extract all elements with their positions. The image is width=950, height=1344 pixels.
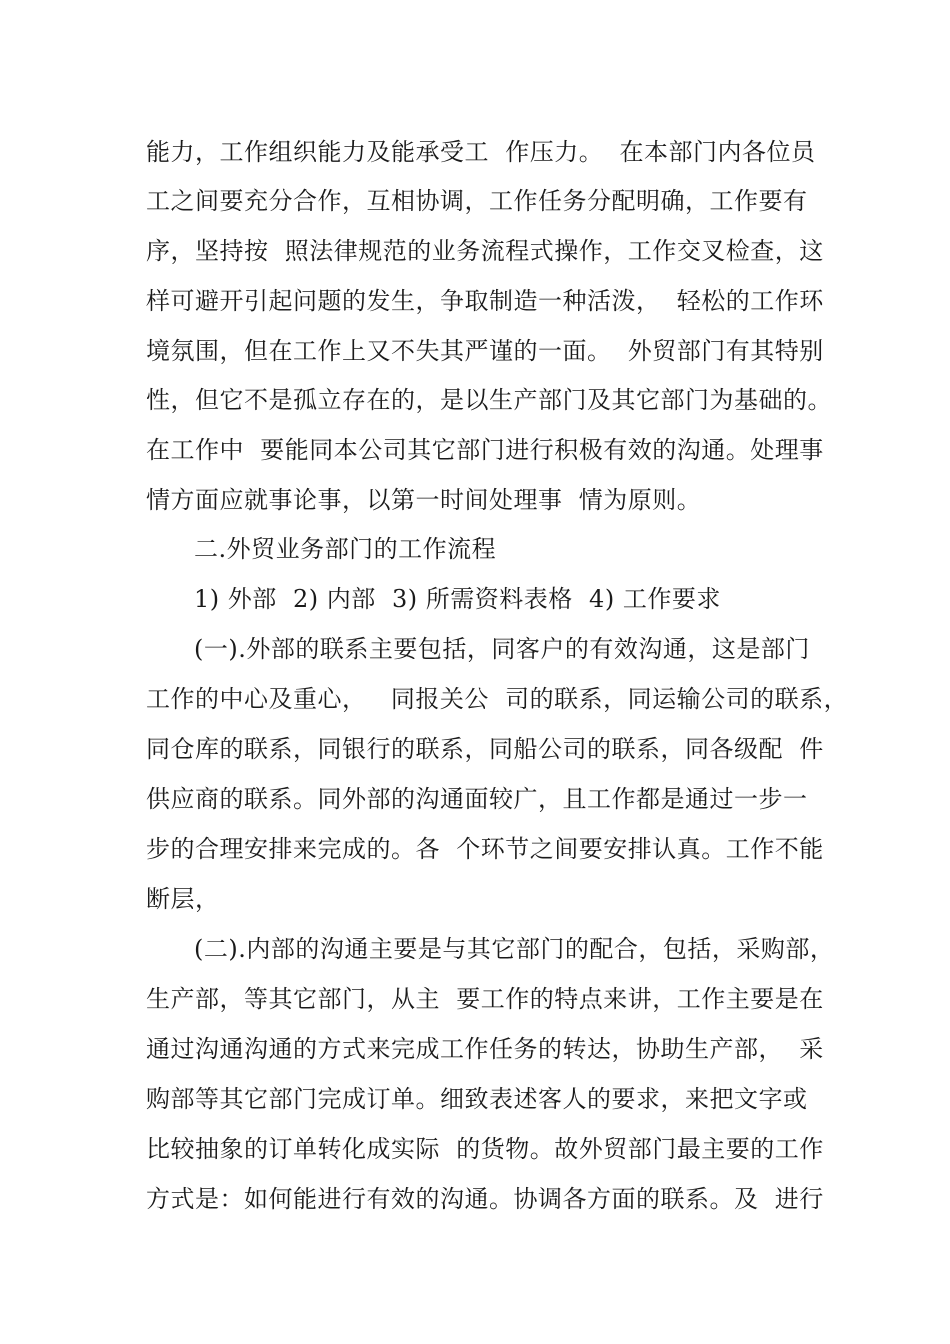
- text-line: 能力，工作组织能力及能承受工 作压力。 在本部门内各位员: [146, 138, 816, 166]
- text-line: 样可避开引起问题的发生，争取制造一种活泼， 轻松的工作环: [146, 287, 824, 315]
- text-line: 在工作中 要能同本公司其它部门进行积极有效的沟通。处理事: [146, 436, 824, 464]
- text-line: (二).内部的沟通主要是与其它部门的配合，包括，采购部，: [194, 935, 835, 963]
- text-line: 境氛围，但在工作上又不失其严谨的一面。 外贸部门有其特别: [146, 337, 824, 365]
- text-line: 断层，: [146, 885, 220, 913]
- text-line: 生产部，等其它部门，从主 要工作的特点来讲，工作主要是在: [146, 985, 824, 1013]
- section-heading: 二.外贸业务部门的工作流程: [194, 535, 497, 563]
- text-line: 性，但它不是孤立存在的，是以生产部门及其它部门为基础的。: [146, 386, 832, 414]
- text-line: 工之间要充分合作，互相协调，工作任务分配明确，工作要有: [146, 187, 808, 215]
- text-line: 同仓库的联系，同银行的联系，同船公司的联系，同各级配 件: [146, 735, 824, 763]
- text-line: 工作的中心及重心， 同报关公 司的联系，同运输公司的联系，: [146, 685, 849, 713]
- text-line: 购部等其它部门完成订单。细致表述客人的要求，来把文字或: [146, 1085, 808, 1113]
- item-list: 1) 外部 2) 内部 3) 所需资料表格 4) 工作要求: [194, 585, 721, 613]
- text-line: 方式是：如何能进行有效的沟通。协调各方面的联系。及 进行: [146, 1185, 824, 1213]
- text-line: (一).外部的联系主要包括，同客户的有效沟通，这是部门: [194, 635, 810, 663]
- text-line: 比较抽象的订单转化成实际 的货物。故外贸部门最主要的工作: [146, 1135, 824, 1163]
- text-line: 情方面应就事论事，以第一时间处理事 情为原则。: [146, 486, 702, 514]
- text-line: 通过沟通沟通的方式来完成工作任务的转达，协助生产部， 采: [146, 1035, 824, 1063]
- text-line: 步的合理安排来完成的。各 个环节之间要安排认真。工作不能: [146, 835, 824, 863]
- text-line: 序，坚持按 照法律规范的业务流程式操作，工作交叉检查，这: [146, 237, 824, 265]
- text-line: 供应商的联系。同外部的沟通面较广，且工作都是通过一步一: [146, 785, 808, 813]
